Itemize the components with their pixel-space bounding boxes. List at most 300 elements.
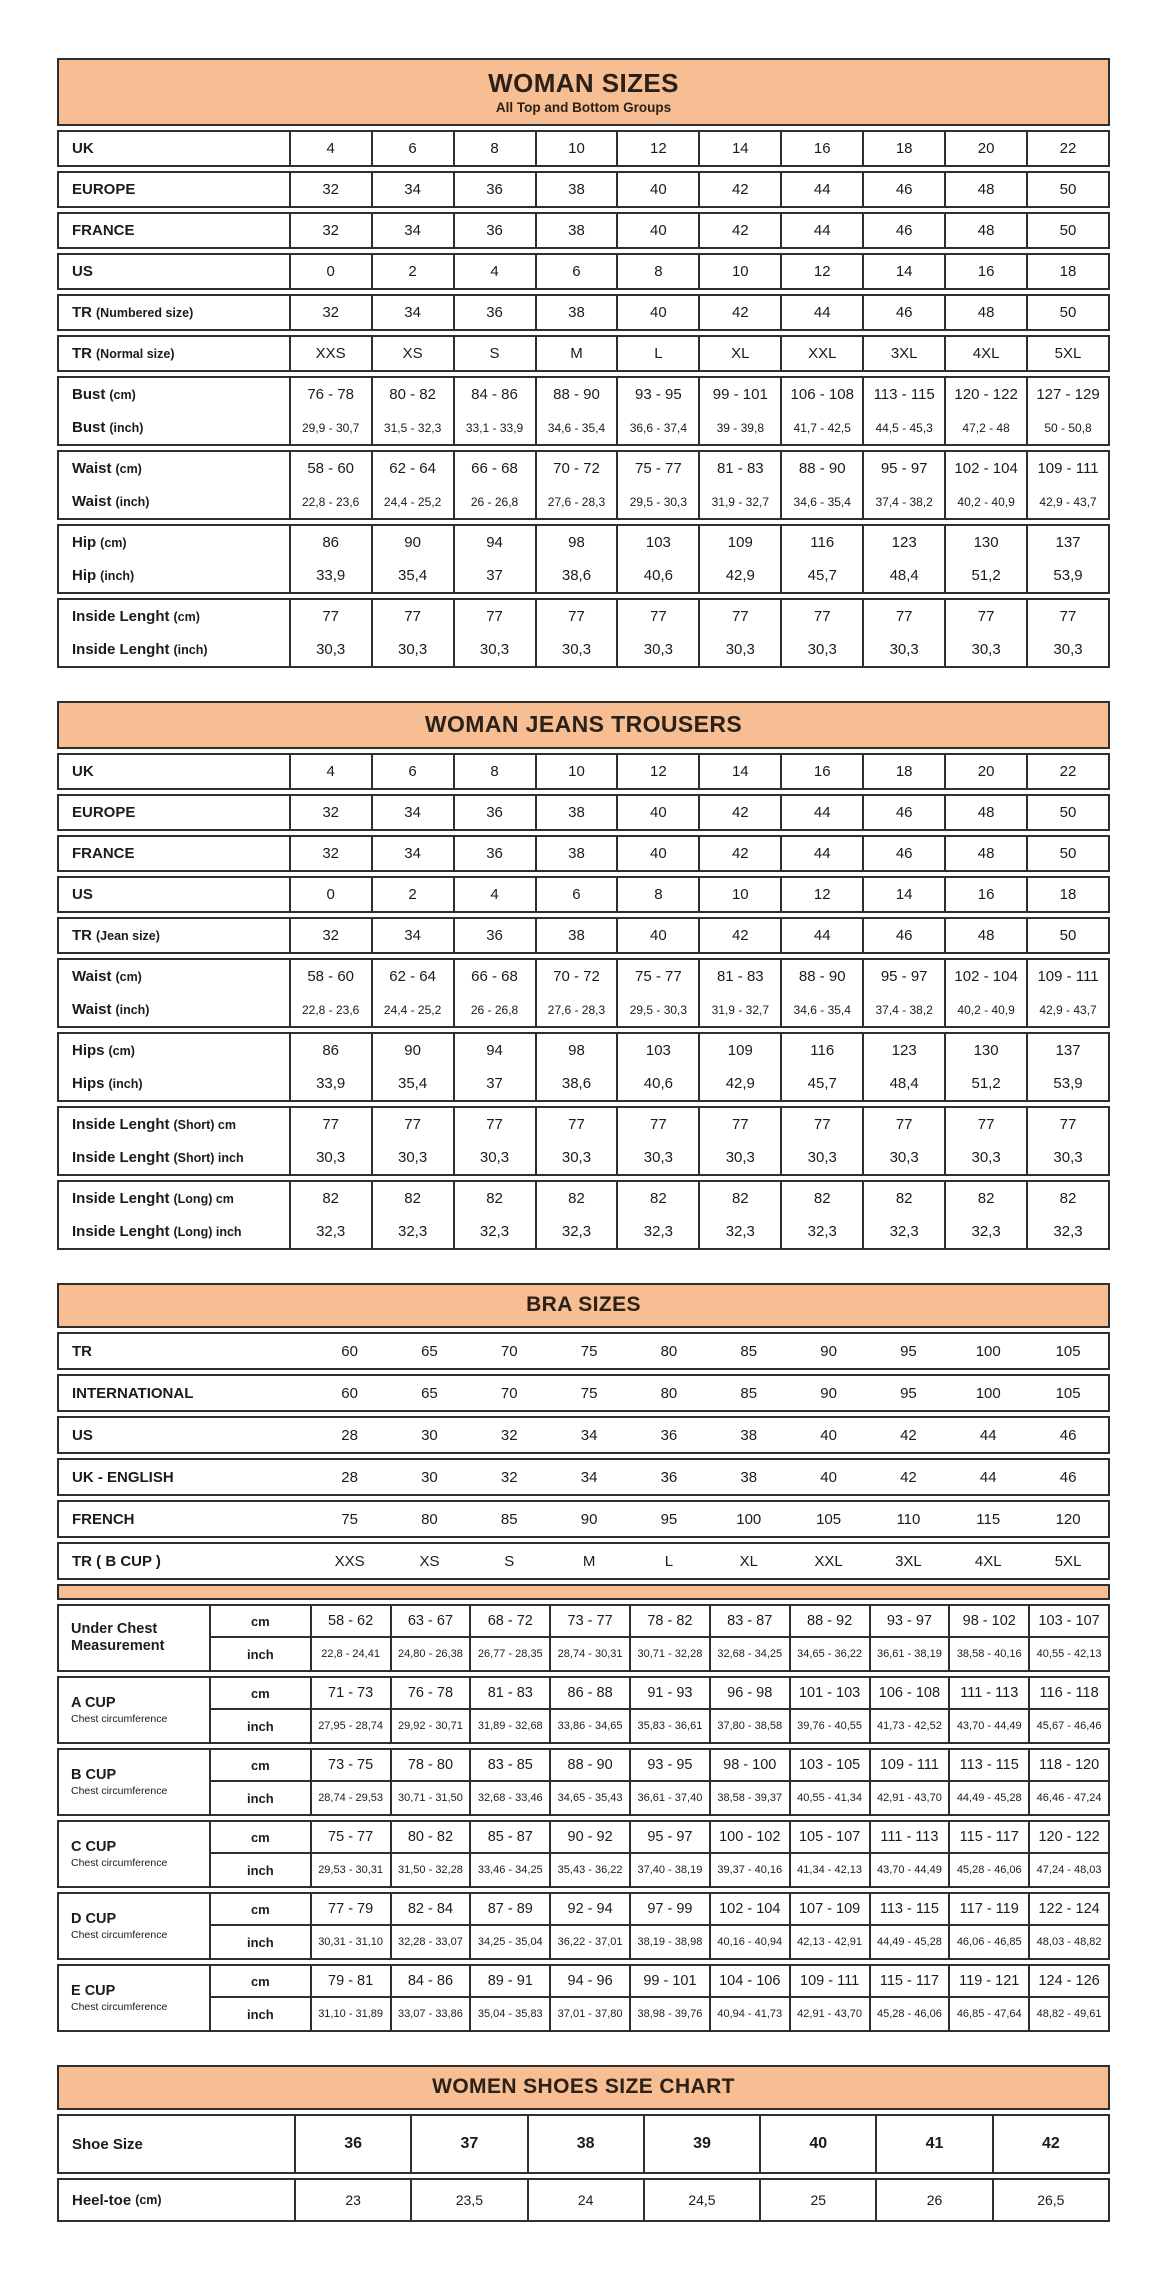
cup-label-text: D CUP bbox=[71, 1911, 117, 1928]
cup-label bbox=[59, 1606, 209, 1670]
cell-value: 35,43 - 36,22 bbox=[549, 1854, 629, 1886]
cell-value: 32,3 bbox=[289, 1215, 371, 1248]
cell-value: 34 bbox=[580, 1468, 598, 1486]
cell-value: 95 - 97 bbox=[862, 452, 944, 485]
cell-value: 14 bbox=[862, 255, 944, 288]
row-label-text: Inside Lenght bbox=[72, 1149, 170, 1166]
cup-group bbox=[59, 1606, 1108, 1670]
cell-value: 42 bbox=[698, 837, 780, 870]
cell-value: 8 bbox=[616, 255, 698, 288]
cell-value: 16 bbox=[944, 878, 1026, 911]
row-label bbox=[59, 796, 289, 829]
cell-value: 44 bbox=[780, 796, 862, 829]
row-label bbox=[59, 1034, 289, 1067]
cell-value: 85 - 87 bbox=[469, 1822, 549, 1854]
cup-label bbox=[59, 1822, 209, 1886]
cell-value: 77 bbox=[698, 1108, 780, 1141]
cell-value: 105 bbox=[816, 1510, 842, 1528]
cell-value: 36 bbox=[453, 919, 535, 952]
cell-value: 77 bbox=[780, 600, 862, 633]
cell-value: 90 bbox=[820, 1384, 837, 1402]
cell-value: 30,3 bbox=[862, 633, 944, 666]
cell-value: 47,2 - 48 bbox=[944, 411, 1026, 444]
cell-value: 40 bbox=[616, 796, 698, 829]
row-label bbox=[59, 993, 289, 1026]
row-label bbox=[59, 1215, 289, 1248]
cell-value: 34 bbox=[371, 796, 453, 829]
cell-value: 42,9 - 43,7 bbox=[1026, 485, 1108, 518]
cell-value: 10 bbox=[535, 132, 617, 165]
row-label bbox=[59, 1108, 289, 1141]
cell-value: 106 - 108 bbox=[780, 378, 862, 411]
table-row bbox=[59, 132, 1108, 165]
cell-value: 101 - 103 bbox=[789, 1678, 869, 1710]
cell-value: 26,5 bbox=[992, 2180, 1108, 2220]
cell-value: 26 - 26,8 bbox=[453, 993, 535, 1026]
cell-value: 115 - 117 bbox=[948, 1822, 1028, 1854]
table-row bbox=[59, 1034, 1108, 1067]
row-label-text: FRANCE bbox=[72, 845, 135, 862]
cell-value: 103 bbox=[616, 1034, 698, 1067]
cell-value: 82 bbox=[289, 1182, 371, 1215]
cell-value: 24 bbox=[527, 2180, 643, 2220]
cell-value: 105 bbox=[1055, 1384, 1081, 1402]
cup-label-subtext: Chest circumference bbox=[71, 1856, 168, 1869]
cell-value: 122 - 124 bbox=[1028, 1894, 1108, 1926]
cell-value: 46 bbox=[862, 296, 944, 329]
cell-value: 2 bbox=[371, 255, 453, 288]
cell-value: 33,9 bbox=[289, 1067, 371, 1100]
cell-value: 82 bbox=[535, 1182, 617, 1215]
cell-value: 32 bbox=[289, 173, 371, 206]
cell-value: 66 - 68 bbox=[453, 960, 535, 993]
row-label-text: FRENCH bbox=[72, 1510, 135, 1528]
cell-value: 16 bbox=[780, 755, 862, 788]
row-label-text: UK bbox=[72, 140, 94, 157]
unit-label: cm bbox=[209, 1822, 310, 1854]
cell-value: 116 bbox=[780, 1034, 862, 1067]
row-label bbox=[59, 878, 289, 911]
row-label-text: TR bbox=[72, 1342, 92, 1360]
row-label-text: Inside Lenght bbox=[72, 1116, 170, 1133]
cell-value: 98 - 102 bbox=[948, 1606, 1028, 1638]
cell-value: 36 bbox=[453, 837, 535, 870]
row-label-paren: (inch) bbox=[173, 642, 208, 657]
cell-value: 62 - 64 bbox=[371, 452, 453, 485]
table-row-block bbox=[57, 1748, 1110, 1816]
row-label-paren: (Normal size) bbox=[96, 346, 175, 361]
cell-value: 32,3 bbox=[453, 1215, 535, 1248]
unit-label: cm bbox=[209, 1750, 310, 1782]
row-label bbox=[59, 337, 289, 370]
cell-value: 34 bbox=[371, 296, 453, 329]
table-row-block bbox=[57, 1180, 1110, 1250]
row-label-text: Inside Lenght bbox=[72, 1223, 170, 1240]
cell-value: 40 bbox=[820, 1468, 837, 1486]
table-body bbox=[57, 130, 1110, 668]
cell-value: 22,8 - 23,6 bbox=[289, 485, 371, 518]
table-bra-sizes bbox=[57, 1283, 1110, 2032]
cell-value: 53,9 bbox=[1026, 1067, 1108, 1100]
cell-value: 2 bbox=[371, 878, 453, 911]
cell-value: 88 - 90 bbox=[780, 452, 862, 485]
cell-value: 100 bbox=[975, 1342, 1001, 1360]
cell-value: 0 bbox=[289, 878, 371, 911]
cell-value: 43,70 - 44,49 bbox=[948, 1710, 1028, 1742]
cell-value: 8 bbox=[453, 132, 535, 165]
cell-value: 86 bbox=[289, 526, 371, 559]
row-label bbox=[59, 600, 289, 633]
table-row-block bbox=[57, 753, 1110, 790]
cell-value: 42,91 - 43,70 bbox=[869, 1782, 949, 1814]
table-row bbox=[59, 173, 1108, 206]
cell-value: 77 bbox=[453, 600, 535, 633]
table-row-block bbox=[57, 794, 1110, 831]
table-row bbox=[59, 1502, 1108, 1536]
cell-value: 86 bbox=[289, 1034, 371, 1067]
cell-value: 42 bbox=[698, 173, 780, 206]
row-label-text: Shoe Size bbox=[72, 2135, 143, 2153]
cell-value: 84 - 86 bbox=[453, 378, 535, 411]
cell-value: 80 bbox=[421, 1510, 438, 1528]
table-row-block bbox=[57, 958, 1110, 1028]
cell-value: 30,3 bbox=[1026, 1141, 1108, 1174]
row-label-text: INTERNATIONAL bbox=[72, 1384, 194, 1402]
cell-value: 109 bbox=[698, 1034, 780, 1067]
cell-value: 44 bbox=[979, 1468, 997, 1486]
cell-value: 36,22 - 37,01 bbox=[549, 1926, 629, 1958]
cell-value: 30,3 bbox=[616, 1141, 698, 1174]
cell-value: 29,92 - 30,71 bbox=[390, 1710, 470, 1742]
cell-value: 22,8 - 24,41 bbox=[310, 1638, 390, 1670]
cell-value: 38,6 bbox=[535, 559, 617, 592]
table-row bbox=[59, 1460, 1108, 1494]
cell-value: 48,4 bbox=[862, 1067, 944, 1100]
cell-value: 105 bbox=[1055, 1342, 1081, 1360]
cell-value: 30,3 bbox=[616, 633, 698, 666]
cell-value: 102 - 104 bbox=[709, 1894, 789, 1926]
cell-value: 36 bbox=[660, 1426, 678, 1444]
table-row bbox=[59, 1418, 1108, 1452]
cell-value: 37,4 - 38,2 bbox=[862, 485, 944, 518]
cell-value: 48,82 - 49,61 bbox=[1028, 1998, 1108, 2030]
cell-value: 117 - 119 bbox=[948, 1894, 1028, 1926]
cell-value: 41,7 - 42,5 bbox=[780, 411, 862, 444]
row-label bbox=[59, 1141, 289, 1174]
cell-value: 24,4 - 25,2 bbox=[371, 485, 453, 518]
cell-value: 38 bbox=[535, 214, 617, 247]
cell-value: 27,6 - 28,3 bbox=[535, 993, 617, 1026]
cell-value: 45,7 bbox=[780, 1067, 862, 1100]
cup-group bbox=[59, 1822, 1108, 1886]
table-row-block bbox=[57, 1820, 1110, 1888]
cell-value: 30,71 - 32,28 bbox=[629, 1638, 709, 1670]
cell-value: 84 - 86 bbox=[390, 1966, 470, 1998]
cell-value: 4 bbox=[453, 878, 535, 911]
cell-value: 34 bbox=[371, 214, 453, 247]
cell-value: 82 bbox=[698, 1182, 780, 1215]
row-label-text: Hips bbox=[72, 1042, 105, 1059]
unit-label: cm bbox=[209, 1606, 310, 1638]
row-label bbox=[59, 1067, 289, 1100]
cup-group bbox=[59, 1894, 1108, 1958]
row-label bbox=[59, 378, 289, 411]
cell-value: 39,37 - 40,16 bbox=[709, 1854, 789, 1886]
cell-value: 30,3 bbox=[535, 1141, 617, 1174]
cell-value: 31,50 - 32,28 bbox=[390, 1854, 470, 1886]
table-title: BRA SIZES bbox=[526, 1293, 641, 1316]
cell-value: 82 - 84 bbox=[390, 1894, 470, 1926]
cell-value: 127 - 129 bbox=[1026, 378, 1108, 411]
cell-value: 18 bbox=[1026, 255, 1108, 288]
cell-value: 48 bbox=[944, 296, 1026, 329]
cell-value: 31,5 - 32,3 bbox=[371, 411, 453, 444]
cell-value: 10 bbox=[698, 255, 780, 288]
cell-value: 77 bbox=[944, 1108, 1026, 1141]
row-label bbox=[59, 485, 289, 518]
table-row-block bbox=[57, 1676, 1110, 1744]
cell-value: 75 bbox=[341, 1510, 358, 1528]
table-body bbox=[57, 753, 1110, 1250]
cell-value: 40 bbox=[820, 1426, 837, 1444]
row-label-text: Waist bbox=[72, 1001, 112, 1018]
table-body bbox=[57, 1332, 1110, 2032]
row-label-text: Bust bbox=[72, 386, 106, 403]
table-row bbox=[59, 559, 1108, 592]
cell-value: 82 bbox=[944, 1182, 1026, 1215]
cell-value: 41,34 - 42,13 bbox=[789, 1854, 869, 1886]
table-row-block bbox=[57, 835, 1110, 872]
row-label-paren: (inch) bbox=[115, 494, 150, 509]
cell-value: 33,07 - 33,86 bbox=[390, 1998, 470, 2030]
cup-label-text: A CUP bbox=[71, 1695, 116, 1712]
table-row bbox=[59, 633, 1108, 666]
cell-value: 10 bbox=[535, 755, 617, 788]
cell-value: 118 - 120 bbox=[1028, 1750, 1108, 1782]
table-row bbox=[59, 452, 1108, 485]
table-row bbox=[59, 411, 1108, 444]
cell-value: 77 bbox=[616, 600, 698, 633]
cell-value: 98 bbox=[535, 526, 617, 559]
cell-value: 94 bbox=[453, 1034, 535, 1067]
table-row-block bbox=[57, 876, 1110, 913]
row-label bbox=[59, 1502, 310, 1536]
table-row-block bbox=[57, 1106, 1110, 1176]
cell-value: XXS bbox=[334, 1552, 365, 1570]
cell-value: 104 - 106 bbox=[709, 1966, 789, 1998]
cell-value: 12 bbox=[780, 878, 862, 911]
cell-value: 46,46 - 47,24 bbox=[1028, 1782, 1108, 1814]
cell-value: 80 bbox=[660, 1384, 678, 1402]
cell-value: 46 bbox=[862, 173, 944, 206]
cell-value: 58 - 60 bbox=[289, 960, 371, 993]
cell-value: 32,3 bbox=[698, 1215, 780, 1248]
cell-value: 34,65 - 36,22 bbox=[789, 1638, 869, 1670]
table-row-block bbox=[57, 1332, 1110, 1370]
row-label-text: Inside Lenght bbox=[72, 1190, 170, 1207]
cell-value: 40,55 - 41,34 bbox=[789, 1782, 869, 1814]
cell-value: 120 - 122 bbox=[944, 378, 1026, 411]
cell-value: 26 - 26,8 bbox=[453, 485, 535, 518]
cell-value: 32,3 bbox=[1026, 1215, 1108, 1248]
cell-value: 29,9 - 30,7 bbox=[289, 411, 371, 444]
cell-value: 46 bbox=[1059, 1468, 1077, 1486]
cell-value: 42,9 bbox=[698, 559, 780, 592]
row-label-text: Hip bbox=[72, 534, 97, 551]
cell-value: 37,40 - 38,19 bbox=[629, 1854, 709, 1886]
cell-value: 46 bbox=[862, 837, 944, 870]
cell-value: 27,95 - 28,74 bbox=[310, 1710, 390, 1742]
cell-value: 76 - 78 bbox=[289, 378, 371, 411]
cell-value: 79 - 81 bbox=[310, 1966, 390, 1998]
cell-value: 44 bbox=[780, 837, 862, 870]
cell-value: 36,61 - 38,19 bbox=[869, 1638, 949, 1670]
cell-value: 75 - 77 bbox=[616, 960, 698, 993]
cell-value: 130 bbox=[944, 526, 1026, 559]
cell-value: 40,6 bbox=[616, 1067, 698, 1100]
cell-value: 105 - 107 bbox=[789, 1822, 869, 1854]
cell-value: 78 - 80 bbox=[390, 1750, 470, 1782]
cell-value: 77 bbox=[616, 1108, 698, 1141]
row-label-text: TR ( B CUP ) bbox=[72, 1552, 161, 1570]
table-row-block bbox=[57, 1416, 1110, 1454]
row-label-paren: (Long) inch bbox=[173, 1224, 242, 1239]
cell-value: 43,70 - 44,49 bbox=[869, 1854, 949, 1886]
cell-value: 103 - 105 bbox=[789, 1750, 869, 1782]
cell-value: 38 bbox=[740, 1426, 758, 1444]
cell-value: 42,13 - 42,91 bbox=[789, 1926, 869, 1958]
cell-value: 95 bbox=[660, 1510, 678, 1528]
cell-value: XXS bbox=[289, 337, 371, 370]
cell-value: 113 - 115 bbox=[862, 378, 944, 411]
cell-value: 40 bbox=[759, 2116, 875, 2172]
unit-label: inch bbox=[209, 1854, 310, 1886]
cell-value: 32 bbox=[289, 837, 371, 870]
cell-value: L bbox=[664, 1552, 674, 1570]
table-row-block bbox=[57, 524, 1110, 594]
cell-value: 70 bbox=[500, 1384, 518, 1402]
cell-value: 50 bbox=[1026, 837, 1108, 870]
table-row-block bbox=[57, 1500, 1110, 1538]
cell-value: 24,5 bbox=[643, 2180, 759, 2220]
cell-value: 27,6 - 28,3 bbox=[535, 485, 617, 518]
row-label-text: Heel-toe bbox=[72, 2191, 132, 2209]
cell-value: 50 bbox=[1026, 296, 1108, 329]
cup-label-subtext: Chest circumference bbox=[71, 1712, 168, 1725]
table-subtitle: All Top and Bottom Groups bbox=[495, 100, 672, 115]
row-label bbox=[59, 173, 289, 206]
row-label bbox=[59, 559, 289, 592]
table-row-block bbox=[57, 130, 1110, 167]
cell-value: 38 bbox=[535, 796, 617, 829]
cup-label-text: B CUP bbox=[71, 1767, 117, 1784]
table-row-block bbox=[57, 1964, 1110, 2032]
table-row bbox=[59, 296, 1108, 329]
cell-value: 40,2 - 40,9 bbox=[944, 993, 1026, 1026]
table-row-block bbox=[57, 2114, 1110, 2174]
cell-value: 68 - 72 bbox=[469, 1606, 549, 1638]
table-row-block bbox=[57, 450, 1110, 520]
row-label-paren: (Long) cm bbox=[173, 1191, 234, 1206]
cell-value: 70 - 72 bbox=[535, 452, 617, 485]
cell-value: 4XL bbox=[974, 1552, 1002, 1570]
cell-value: 30,3 bbox=[780, 1141, 862, 1174]
cell-value: 30,3 bbox=[289, 633, 371, 666]
cell-value: 81 - 83 bbox=[698, 960, 780, 993]
cell-value: 32 bbox=[289, 919, 371, 952]
cell-value: S bbox=[504, 1552, 515, 1570]
table-header bbox=[57, 2065, 1110, 2110]
cell-value: 44 bbox=[979, 1426, 997, 1444]
cell-value: 34 bbox=[371, 173, 453, 206]
cell-value: 70 bbox=[500, 1342, 518, 1360]
cell-value: 30,3 bbox=[453, 1141, 535, 1174]
cell-value: 120 - 122 bbox=[1028, 1822, 1108, 1854]
cell-value: 30,3 bbox=[944, 633, 1026, 666]
cell-value: 85 bbox=[500, 1510, 518, 1528]
cell-value: 30 bbox=[421, 1426, 438, 1444]
row-label-text: Hip bbox=[72, 567, 97, 584]
cell-value: 95 bbox=[900, 1342, 917, 1360]
cell-value: 94 bbox=[453, 526, 535, 559]
cell-value: 35,4 bbox=[371, 1067, 453, 1100]
cell-value: XXL bbox=[814, 1552, 843, 1570]
table-row-block bbox=[57, 171, 1110, 208]
cell-value: 40,6 bbox=[616, 559, 698, 592]
unit-label: inch bbox=[209, 1998, 310, 2030]
row-label-text: FRANCE bbox=[72, 222, 135, 239]
cell-value: 36 bbox=[294, 2116, 410, 2172]
cell-value: 32 bbox=[289, 214, 371, 247]
cell-value: 96 - 98 bbox=[709, 1678, 789, 1710]
cell-value: 91 - 93 bbox=[629, 1678, 709, 1710]
cell-value: 107 - 109 bbox=[789, 1894, 869, 1926]
cell-value: 34,65 - 35,43 bbox=[549, 1782, 629, 1814]
cell-value: 124 - 126 bbox=[1028, 1966, 1108, 1998]
cell-value: 102 - 104 bbox=[944, 452, 1026, 485]
cell-value: 46 bbox=[862, 796, 944, 829]
cell-value: 92 - 94 bbox=[549, 1894, 629, 1926]
cell-value: 40,16 - 40,94 bbox=[709, 1926, 789, 1958]
cup-group bbox=[59, 1966, 1108, 2030]
row-label bbox=[59, 2180, 294, 2220]
row-label-text: Inside Lenght bbox=[72, 608, 170, 625]
cell-value: 33,86 - 34,65 bbox=[549, 1710, 629, 1742]
cell-value: 0 bbox=[289, 255, 371, 288]
cell-value: 77 - 79 bbox=[310, 1894, 390, 1926]
row-label-paren: (cm) bbox=[109, 387, 136, 402]
table-row-block bbox=[57, 294, 1110, 331]
cell-value: 38 bbox=[535, 919, 617, 952]
cup-label-subtext: Chest circumference bbox=[71, 2000, 168, 2013]
cell-value: 44 bbox=[780, 214, 862, 247]
cell-value: 30,3 bbox=[780, 633, 862, 666]
cell-value: 30,71 - 31,50 bbox=[390, 1782, 470, 1814]
cell-value: 42 bbox=[992, 2116, 1108, 2172]
row-label-text: Bust bbox=[72, 419, 106, 436]
size-chart-document bbox=[57, 0, 1110, 2295]
cell-value: 115 - 117 bbox=[869, 1966, 949, 1998]
cell-value: XS bbox=[371, 337, 453, 370]
cell-value: 28,74 - 30,31 bbox=[549, 1638, 629, 1670]
cell-value: 33,9 bbox=[289, 559, 371, 592]
cell-value: 83 - 87 bbox=[709, 1606, 789, 1638]
row-label bbox=[59, 960, 289, 993]
cell-value: 38 bbox=[535, 837, 617, 870]
cell-value: 76 - 78 bbox=[390, 1678, 470, 1710]
cell-value: 30,3 bbox=[371, 633, 453, 666]
row-label-paren: (cm) bbox=[100, 535, 127, 550]
